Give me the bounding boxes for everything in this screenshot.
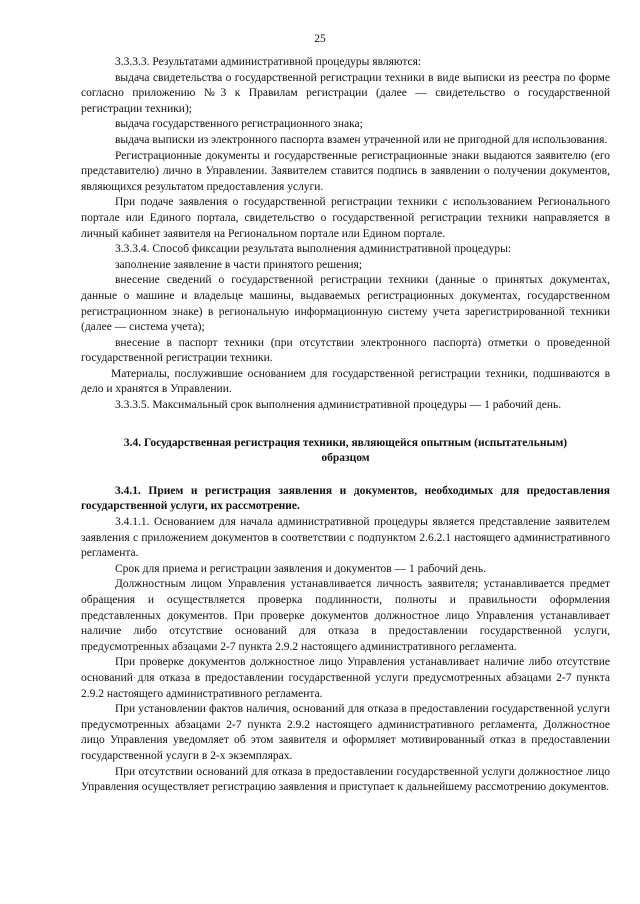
paragraph: выдача государственного регистрационного знака; — [115, 118, 363, 131]
paragraph: При подаче заявления о государственной регистрации техники с использованием Регионального портале или Единого портала, свидетельство о государственной регистрации техники направляется в личный кабинет заявителя на Региональном портале или Едином портале. — [81, 196, 610, 240]
paragraph: Срок для приема и регистрации заявления и документов — 1 рабочий день. — [115, 562, 486, 575]
paragraph: Должностным лицом Управления устанавливается личность заявителя; устанавливается предмет обращения и осуществляется проверка подлинности, полноты и правильности оформления представленных документов. При проверке документов должностное лицо Управления устанавливает наличие либо отсутствие оснований для отказа в предоставлении государственной услуги, предусмотренных абзацами 2-7 пункта 2.9.2 настоящего административного регламента. — [81, 578, 610, 653]
paragraph: 3.3.3.5. Максимальный срок выполнения административной процедуры — 1 рабочий день. — [115, 399, 562, 412]
paragraph: 3.3.3.3. Результатами административной процедуры являются: — [115, 56, 422, 68]
paragraph: 3.4.1.1. Основанием для начала административной процедуры является представление заявителем заявления с приложением документов в соответствии с подпунктом 2.6.2.1 настоящего административного регламента. — [81, 516, 610, 560]
paragraph: заполнение заявление в части принятого решения; — [115, 258, 363, 271]
subsection-heading: 3.4.1. Прием и регистрация заявления и документов, необходимых для предоставления государственной услуги, их рассмотрение. — [81, 484, 610, 513]
section-heading: 3.4. Государственная регистрация техники, являющейся опытным (испытательным) образцом — [123, 436, 568, 465]
page-number: 25 — [314, 33, 326, 45]
paragraph: внесение в паспорт техники (при отсутствии электронного паспорта) отметки о проведенной государственной регистрации техники. — [81, 336, 610, 365]
paragraph: выдача свидетельства о государственной регистрации техники в виде выписки из реестра по форме согласно приложению №3 к Правилам регистрации (далее — свидетельство о государственной регистрации техники); — [81, 71, 610, 115]
paragraph: При отсутствии оснований для отказа в предоставлении государственной услуги должностное лицо Управления осуществляет регистрацию заявления и приступает к дальнейшему рассмотрению документов. — [81, 765, 610, 794]
document-body — [81, 55, 610, 796]
paragraph: внесение сведений о государственной регистрации техники (данные о принятых документах, данные о машине и владельце машины, выдаваемых регистрационных документах, государственном регистрационном знаке) в региональную информационную систему учета зарегистрированной техники (далее — система учета); — [81, 274, 610, 334]
paragraph: выдача выписки из электронного паспорта взамен утраченной или не пригодной для использования. — [115, 133, 608, 146]
paragraph: При установлении фактов наличия, оснований для отказа в предоставлении государственной услуги предусмотренных абзацами 2-7 пункта 2.9.2 настоящего административного регламента, Должностное лицо Управления уведомляет об этом заявителя и оформляет мотивированный отказ в предоставлении государственной услуги в 2-х экземплярах. — [81, 703, 610, 762]
paragraph: Материалы, послужившие основанием для государственной регистрации техники, подшиваются в дело и хранятся в Управлении. — [81, 367, 610, 396]
paragraph: 3.3.3.4. Способ фиксации результата выполнения административной процедуры: — [115, 243, 512, 256]
paragraph: При проверке документов должностное лицо Управления устанавливает наличие либо отсутствие оснований для отказа в предоставлении государственной услуги предусмотренных абзацами 2-7 пункта 2.9.2 настоящего административного регламента. — [81, 656, 610, 700]
paragraph: Регистрационные документы и государственные регистрационные знаки выдаются заявителю (его представителю) лично в Управлении. Заявителем ставится подпись в заявлении о получении документов, являющихся результатом предоставления услуги. — [81, 149, 610, 193]
